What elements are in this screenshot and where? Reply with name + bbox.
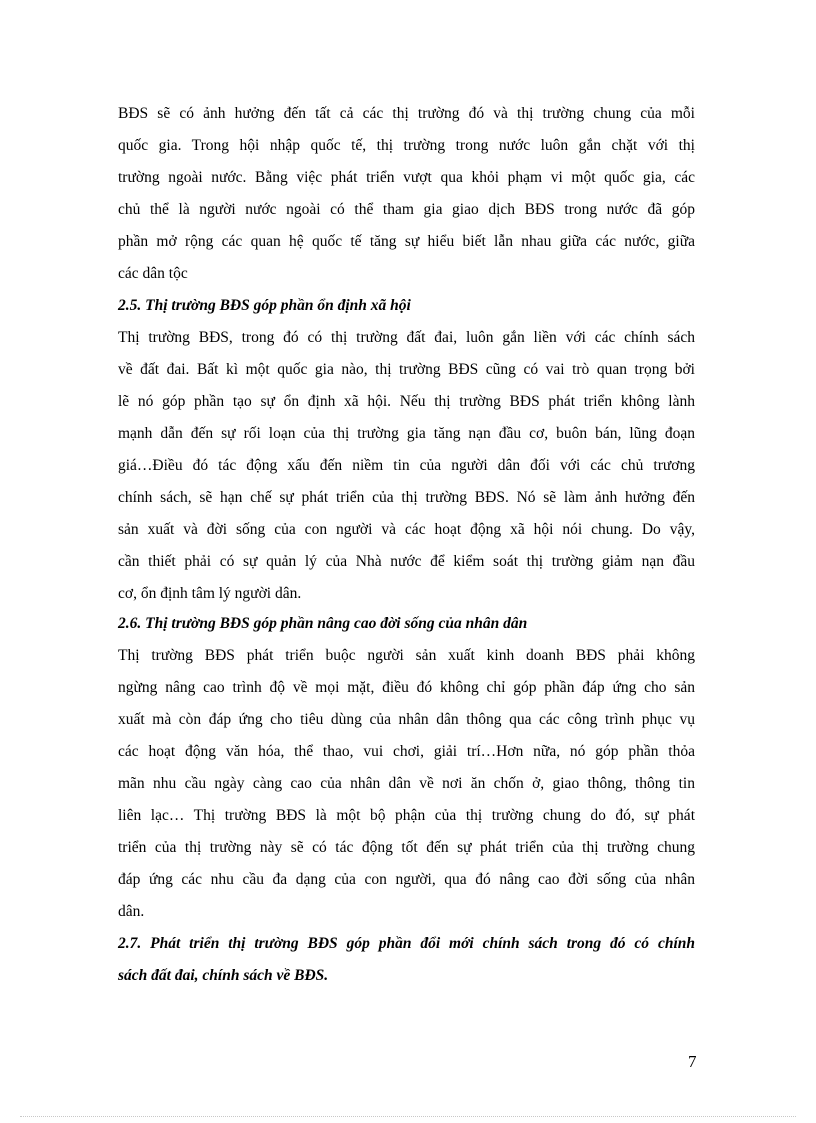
body-line: sản xuất và đời sống của con người và các hoạt động xã hội nói chung. Do vậy, [118,521,695,538]
body-line: liên lạc… Thị trường BĐS là một bộ phận của thị trường chung do đó, sự phát [118,807,695,824]
body-line: Thị trường BĐS phát triển buộc người sản xuất kinh doanh BĐS phải không [118,647,695,664]
body-line: BĐS sẽ có ảnh hưởng đến tất cả các thị trường đó và thị trường chung của mỗi [118,105,695,122]
body-line: trường ngoài nước. Bằng việc phát triển vượt qua khỏi phạm vi một quốc gia, các [118,169,695,186]
page-number: 7 [688,1052,697,1071]
body-line: các dân tộc [118,265,188,282]
body-line: mãn nhu cầu ngày càng cao của nhân dân về nơi ăn chốn ở, giao thông, thông tin [118,775,695,792]
body-line: Thị trường BĐS, trong đó có thị trường đất đai, luôn gắn liền với các chính sách [118,329,695,346]
page-bottom-rule [20,1116,796,1117]
body-line: lẽ nó góp phần tạo sự ổn định xã hội. Nếu thị trường BĐS phát triển không lành [118,393,695,410]
body-line: ngừng nâng cao trình độ về mọi mặt, điều đó không chỉ góp phần đáp ứng cho sản [118,679,695,696]
section-heading-2-6: 2.6. Thị trường BĐS góp phần nâng cao đời sống của nhân dân [118,615,528,632]
body-line: mạnh dẫn đến sự rối loạn của thị trường gia tăng nạn đầu cơ, buôn bán, lũng đoạn [118,425,695,442]
body-line: đáp ứng các nhu cầu đa dạng của con người, qua đó nâng cao đời sống của nhân [118,871,695,888]
body-line: giá…Điều đó tác động xấu đến niềm tin của người dân đối với các chủ trương [118,457,695,474]
body-line: chủ thể là người nước ngoài có thể tham gia giao dịch BĐS trong nước đã góp [118,201,695,218]
body-line: chính sách, sẽ hạn chế sự phát triển của thị trường BĐS. Nó sẽ làm ảnh hưởng đến [118,489,695,506]
body-line: dân. [118,903,145,920]
body-line: cần thiết phải có sự quản lý của Nhà nước để kiểm soát thị trường giảm nạn đầu [118,553,695,570]
body-line: về đất đai. Bất kì một quốc gia nào, thị trường BĐS cũng có vai trò quan trọng bởi [118,361,695,378]
section-heading-2-5: 2.5. Thị trường BĐS góp phần ổn định xã hội [118,297,411,314]
body-line: triển của thị trường này sẽ có tác động tốt đến sự phát triển của thị trường chung [118,839,695,856]
body-line: quốc gia. Trong hội nhập quốc tế, thị trường trong nước luôn gắn chặt với thị [118,137,695,154]
body-line: phần mở rộng các quan hệ quốc tế tăng sự hiểu biết lẫn nhau giữa các nước, giữa [118,233,695,250]
body-line: xuất mà còn đáp ứng cho tiêu dùng của nhân dân thông qua các công trình phục vụ [118,711,695,728]
section-heading-2-7: 2.7. Phát triển thị trường BĐS góp phần đổi mới chính sách trong đó có chính [118,935,695,952]
body-line: cơ, ổn định tâm lý người dân. [118,585,302,602]
body-line: các hoạt động văn hóa, thể thao, vui chơi, giải trí…Hơn nữa, nó góp phần thỏa [118,743,695,760]
section-heading-2-7-cont: sách đất đai, chính sách về BĐS. [118,967,329,984]
